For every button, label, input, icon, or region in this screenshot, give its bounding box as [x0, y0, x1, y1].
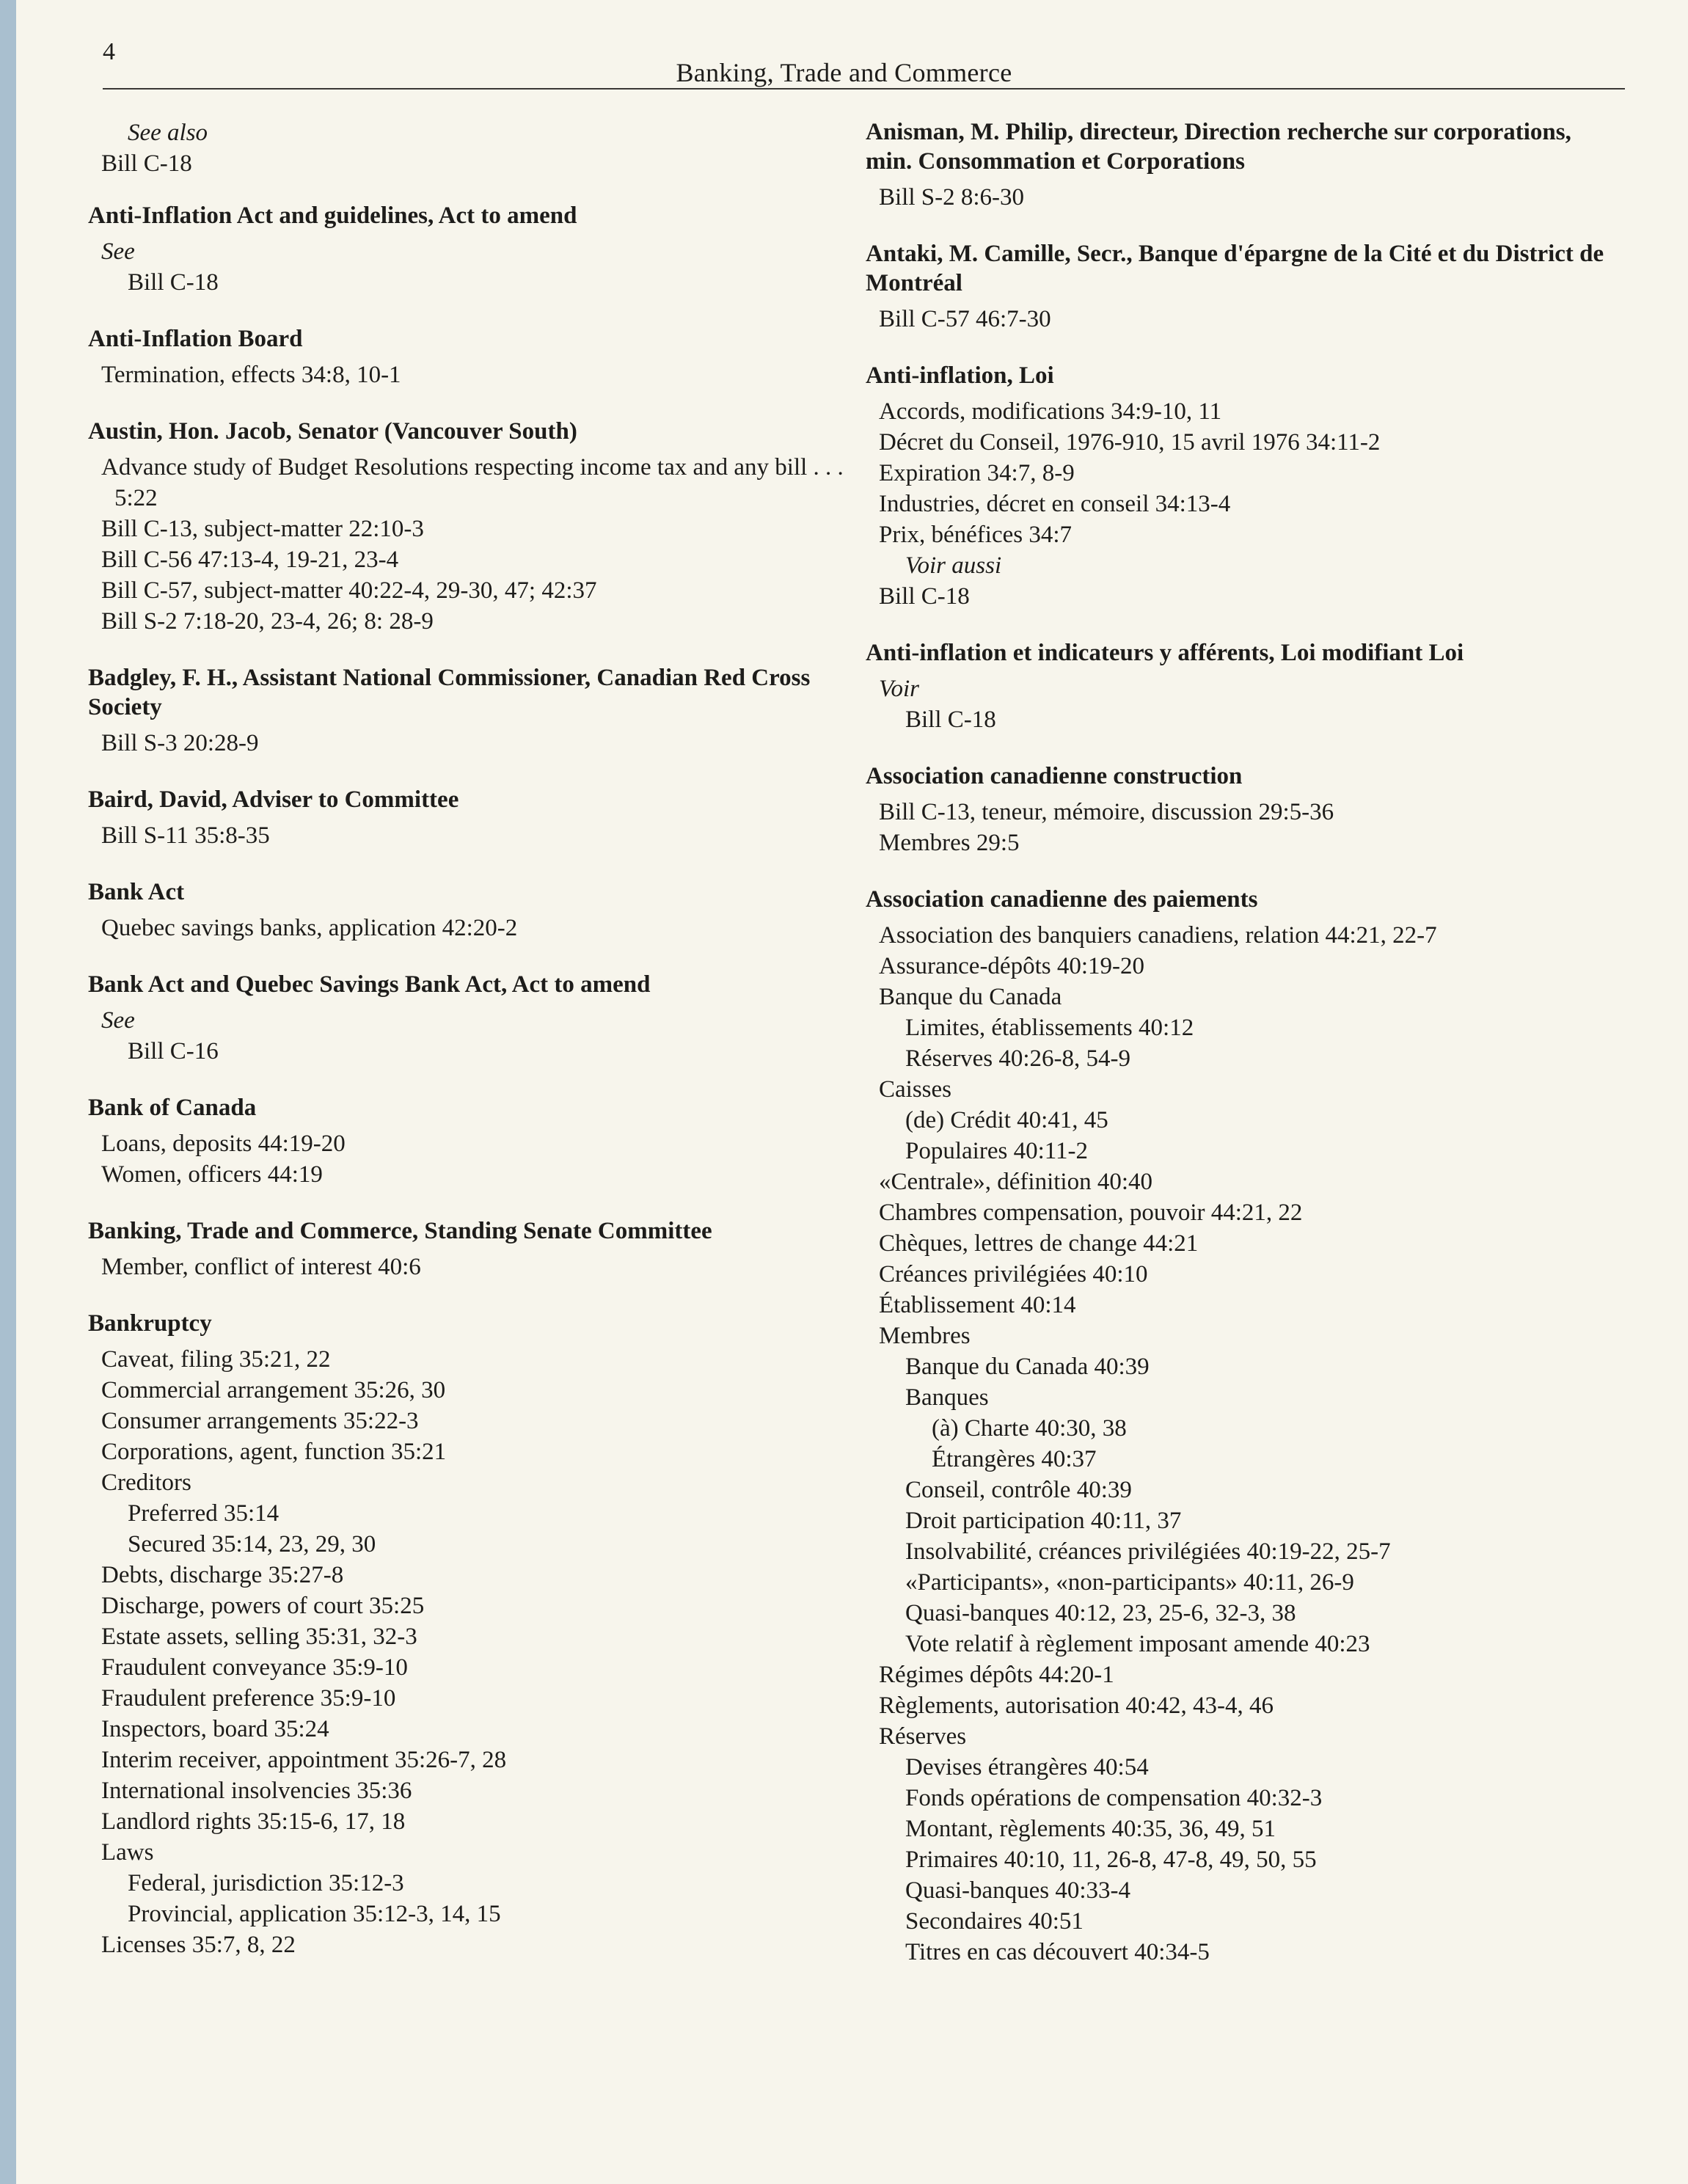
header-rule — [103, 88, 1625, 90]
index-heading: Badgley, F. H., Assistant National Commissioner, Canadian Red Cross Society — [88, 665, 811, 720]
index-entry — [88, 1216, 844, 1282]
index-subentry: Bill S-2 7:18-20, 23-4, 26; 8: 28-9 — [101, 608, 434, 635]
index-heading: Association canadienne construction — [866, 763, 1243, 789]
index-subentry: Étrangères 40:37 — [932, 1446, 1097, 1472]
index-subentry: Fraudulent conveyance 35:9-10 — [101, 1654, 408, 1681]
index-subentry: Bill C-57, subject-matter 40:22-4, 29-30, 47; 42:37 — [101, 577, 597, 604]
index-subentry: International insolvencies 35:36 — [101, 1778, 412, 1804]
index-subentry: Créances privilégiées 40:10 — [879, 1261, 1148, 1288]
index-column-right — [866, 117, 1621, 1994]
index-subentry: Primaires 40:10, 11, 26-8, 47-8, 49, 50, 55 — [905, 1847, 1317, 1873]
cross-reference-label: Voir aussi — [905, 552, 1002, 579]
index-subentry: Fonds opérations de compensation 40:32-3 — [905, 1785, 1323, 1811]
index-subentry: Limites, établissements 40:12 — [905, 1015, 1194, 1041]
index-entry — [88, 877, 844, 943]
index-subentry: (de) Crédit 40:41, 45 — [905, 1107, 1108, 1133]
index-subentry: Quasi-banques 40:12, 23, 25-6, 32-3, 38 — [905, 1600, 1296, 1626]
index-subentry: Bill C-13, teneur, mémoire, discussion 29:5-36 — [879, 799, 1334, 825]
index-heading: Baird, David, Adviser to Committee — [88, 786, 459, 813]
index-subentry: Expiration 34:7, 8-9 — [879, 460, 1075, 486]
index-subentry: Accords, modifications 34:9-10, 11 — [879, 398, 1222, 425]
index-subentry: Preferred 35:14 — [128, 1500, 279, 1527]
index-subentry: Établissement 40:14 — [879, 1292, 1076, 1318]
index-heading: Banking, Trade and Commerce, Standing Senate Committee — [88, 1218, 712, 1244]
index-subentry: Industries, décret en conseil 34:13-4 — [879, 491, 1231, 517]
index-subentry: Prix, bénéfices 34:7 — [879, 522, 1073, 548]
index-subentry: Devises étrangères 40:54 — [905, 1754, 1149, 1781]
index-heading: Bank Act — [88, 879, 185, 905]
cross-reference-label: See — [101, 1007, 135, 1034]
index-heading: Anti-inflation, Loi — [866, 362, 1054, 389]
index-subentry: Interim receiver, appointment 35:26-7, 28 — [101, 1747, 507, 1773]
index-subentry: Caisses — [879, 1076, 951, 1103]
index-subentry: Secured 35:14, 23, 29, 30 — [128, 1531, 376, 1557]
index-heading: Anisman, M. Philip, directeur, Direction recherche sur corporations, min. Consommation et Corporations — [866, 119, 1571, 175]
index-subentry: Quebec savings banks, application 42:20-2 — [101, 915, 518, 941]
index-entry — [88, 1309, 844, 1960]
index-subentry: Secondaires 40:51 — [905, 1908, 1084, 1935]
index-entry — [866, 239, 1621, 335]
index-subentry: Chèques, lettres de change 44:21 — [879, 1230, 1199, 1257]
index-entry — [88, 324, 844, 390]
index-subentry: Bill S-3 20:28-9 — [101, 730, 259, 756]
index-subentry: Association des banquiers canadiens, relation 44:21, 22-7 — [879, 922, 1437, 949]
index-entry — [866, 762, 1621, 858]
cross-reference-label: See — [101, 238, 135, 265]
index-heading: Anti-Inflation Board — [88, 326, 303, 352]
index-subentry: Advance study of Budget Resolutions respecting income tax and any bill . . . 5:22 — [101, 454, 844, 511]
index-subentry: Montant, règlements 40:35, 36, 49, 51 — [905, 1816, 1276, 1842]
index-subentry: Bill C-18 — [905, 706, 996, 733]
index-subentry: Bill S-2 8:6-30 — [879, 184, 1025, 211]
index-subentry: Consumer arrangements 35:22-3 — [101, 1408, 419, 1434]
index-heading: Bank of Canada — [88, 1095, 257, 1121]
index-subentry: Termination, effects 34:8, 10-1 — [101, 362, 401, 388]
index-subentry: Banques — [905, 1384, 989, 1411]
index-subentry: Corporations, agent, function 35:21 — [101, 1439, 447, 1465]
index-entry — [866, 117, 1621, 213]
index-entry — [866, 885, 1621, 1968]
index-subentry: Banque du Canada — [879, 984, 1062, 1010]
index-entry — [88, 663, 844, 759]
index-subentry: Droit participation 40:11, 37 — [905, 1508, 1182, 1534]
index-entry — [88, 970, 844, 1067]
index-subentry: Règlements, autorisation 40:42, 43-4, 46 — [879, 1692, 1274, 1719]
cross-reference-label: See also — [128, 120, 208, 146]
index-subentry: Bill C-18 — [101, 150, 192, 177]
index-subentry: Loans, deposits 44:19-20 — [101, 1131, 346, 1157]
index-subentry: Licenses 35:7, 8, 22 — [101, 1932, 296, 1958]
page-number: 4 — [103, 38, 115, 65]
index-entry — [88, 1093, 844, 1190]
index-heading: Antaki, M. Camille, Secr., Banque d'épargne de la Cité et du District de Montréal — [866, 241, 1604, 296]
index-subentry: Réserves 40:26-8, 54-9 — [905, 1045, 1131, 1072]
index-subentry: Membres — [879, 1323, 971, 1349]
index-heading: Anti-inflation et indicateurs y afférents, Loi modifiant Loi — [866, 640, 1464, 666]
index-entry — [88, 117, 844, 179]
index-subentry: Debts, discharge 35:27-8 — [101, 1562, 344, 1588]
index-entry — [866, 361, 1621, 612]
index-subentry: Assurance-dépôts 40:19-20 — [879, 953, 1145, 979]
index-subentry: Discharge, powers of court 35:25 — [101, 1593, 425, 1619]
index-column-left — [88, 117, 844, 1987]
index-entry — [88, 201, 844, 298]
index-subentry: Insolvabilité, créances privilégiées 40:19-22, 25-7 — [905, 1538, 1391, 1565]
index-subentry: Inspectors, board 35:24 — [101, 1716, 329, 1742]
index-subentry: Titres en cas découvert 40:34-5 — [905, 1939, 1210, 1965]
index-subentry: Vote relatif à règlement imposant amende 40:23 — [905, 1631, 1370, 1657]
index-subentry: «Participants», «non-participants» 40:11, 26-9 — [905, 1569, 1354, 1596]
index-subentry: Bill S-11 35:8-35 — [101, 822, 270, 849]
index-subentry: «Centrale», définition 40:40 — [879, 1169, 1153, 1195]
index-subentry: Laws — [101, 1839, 154, 1866]
index-subentry: Women, officers 44:19 — [101, 1161, 323, 1188]
index-entry — [866, 638, 1621, 735]
index-heading: Austin, Hon. Jacob, Senator (Vancouver South) — [88, 418, 577, 445]
page-edge-shadow — [0, 0, 16, 2184]
index-subentry: Bill C-57 46:7-30 — [879, 306, 1051, 332]
index-subentry: Creditors — [101, 1469, 191, 1496]
index-subentry: Quasi-banques 40:33-4 — [905, 1877, 1131, 1904]
index-subentry: Bill C-16 — [128, 1038, 219, 1064]
running-head: Banking, Trade and Commerce — [676, 58, 1012, 87]
index-heading: Bank Act and Quebec Savings Bank Act, Act to amend — [88, 971, 651, 998]
index-subentry: Caveat, filing 35:21, 22 — [101, 1346, 331, 1373]
index-subentry: Régimes dépôts 44:20-1 — [879, 1662, 1114, 1688]
index-subentry: Bill C-56 47:13-4, 19-21, 23-4 — [101, 547, 399, 573]
index-subentry: Estate assets, selling 35:31, 32-3 — [101, 1624, 417, 1650]
index-subentry: Federal, jurisdiction 35:12-3 — [128, 1870, 404, 1896]
index-subentry: Décret du Conseil, 1976-910, 15 avril 1976 34:11-2 — [879, 429, 1381, 456]
index-heading: Association canadienne des paiements — [866, 886, 1258, 913]
index-subentry: Conseil, contrôle 40:39 — [905, 1477, 1132, 1503]
index-subentry: Chambres compensation, pouvoir 44:21, 22 — [879, 1199, 1303, 1226]
index-subentry: Bill C-18 — [128, 269, 219, 296]
index-entry — [88, 417, 844, 637]
index-subentry: Banque du Canada 40:39 — [905, 1354, 1150, 1380]
index-subentry: Member, conflict of interest 40:6 — [101, 1254, 421, 1280]
index-subentry: Provincial, application 35:12-3, 14, 15 — [128, 1901, 501, 1927]
index-subentry: Membres 29:5 — [879, 830, 1020, 856]
index-subentry: Réserves — [879, 1723, 967, 1750]
index-subentry: Commercial arrangement 35:26, 30 — [101, 1377, 446, 1403]
index-heading: Anti-Inflation Act and guidelines, Act to amend — [88, 202, 577, 229]
index-subentry: Landlord rights 35:15-6, 17, 18 — [101, 1808, 406, 1835]
index-heading: Bankruptcy — [88, 1310, 212, 1337]
index-subentry: Bill C-18 — [879, 583, 970, 610]
cross-reference-label: Voir — [879, 676, 920, 702]
index-subentry: Fraudulent preference 35:9-10 — [101, 1685, 396, 1712]
index-subentry: Bill C-13, subject-matter 22:10-3 — [101, 516, 424, 542]
index-subentry: Populaires 40:11-2 — [905, 1138, 1088, 1164]
index-subentry: (à) Charte 40:30, 38 — [932, 1415, 1127, 1442]
index-entry — [88, 785, 844, 851]
